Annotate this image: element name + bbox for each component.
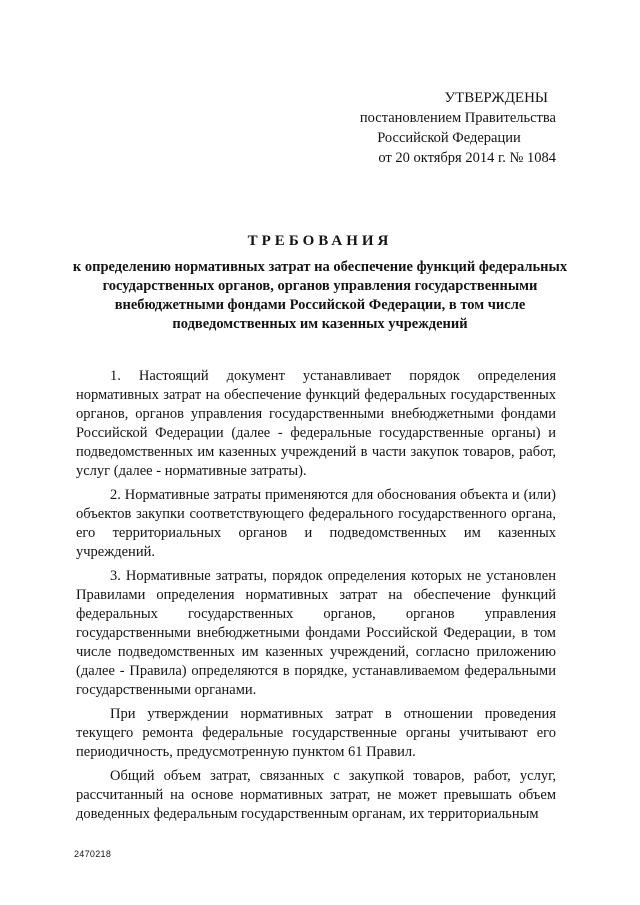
approval-block (330, 88, 556, 168)
document-subtitle: к определению нормативных затрат на обеспечение функций федеральных государственных органов, органов управления государственными внебюджетными фондами Российской Федерации, в том числе подведомственных им казенных учреждений (72, 259, 568, 332)
approval-line-federation: Российской Федерации (377, 130, 521, 146)
document-title: ТРЕБОВАНИЯ (247, 233, 393, 249)
document-body (76, 367, 556, 829)
approval-line-date: от 20 октября 2014 г. № 1084 (378, 150, 556, 166)
approval-heading: УТВЕРЖДЕНЫ (444, 90, 548, 106)
paragraph-4: При утверждении нормативных затрат в отношении проведения текущего ремонта федеральные государственные органы учитывают его периодичность, предусмотренную пунктом 61 Правил. (76, 706, 556, 760)
paragraph-3: 3. Нормативные затраты, порядок определения которых не установлен Правилами определения нормативных затрат на обеспечение функций федеральных государственных органов, органов управления государственными внебюджетными фондами Российской Федерации, в том числе подведомственных им казенных учреждений, согласно приложению (далее - Правила) определяются в порядке, устанавливаемом федеральными государственными органами. (76, 568, 556, 698)
paragraph-1: 1. Настоящий документ устанавливает порядок определения нормативных затрат на обеспечение функций федеральных государственных органов, органов управления государственными внебюджетными фондами Российской Федерации (далее - федеральные государственные органы) и подведомственных им казенных учреждений в части закупок товаров, работ, услуг (далее - нормативные затраты). (76, 368, 556, 479)
approval-line-decree: постановлением Правительства (359, 110, 556, 126)
document-number: 2470218 (74, 849, 112, 859)
paragraph-5: Общий объем затрат, связанных с закупкой товаров, работ, услуг, рассчитанный на основе нормативных затрат, не может превышать объем доведенных федеральным государственным органам, их территориальным (76, 768, 556, 822)
paragraph-2: 2. Нормативные затраты применяются для обоснования объекта и (или) объектов закупки соответствующего федерального государственного органа, его территориальных органов и подведомственных им казенных учреждений. (76, 487, 556, 560)
